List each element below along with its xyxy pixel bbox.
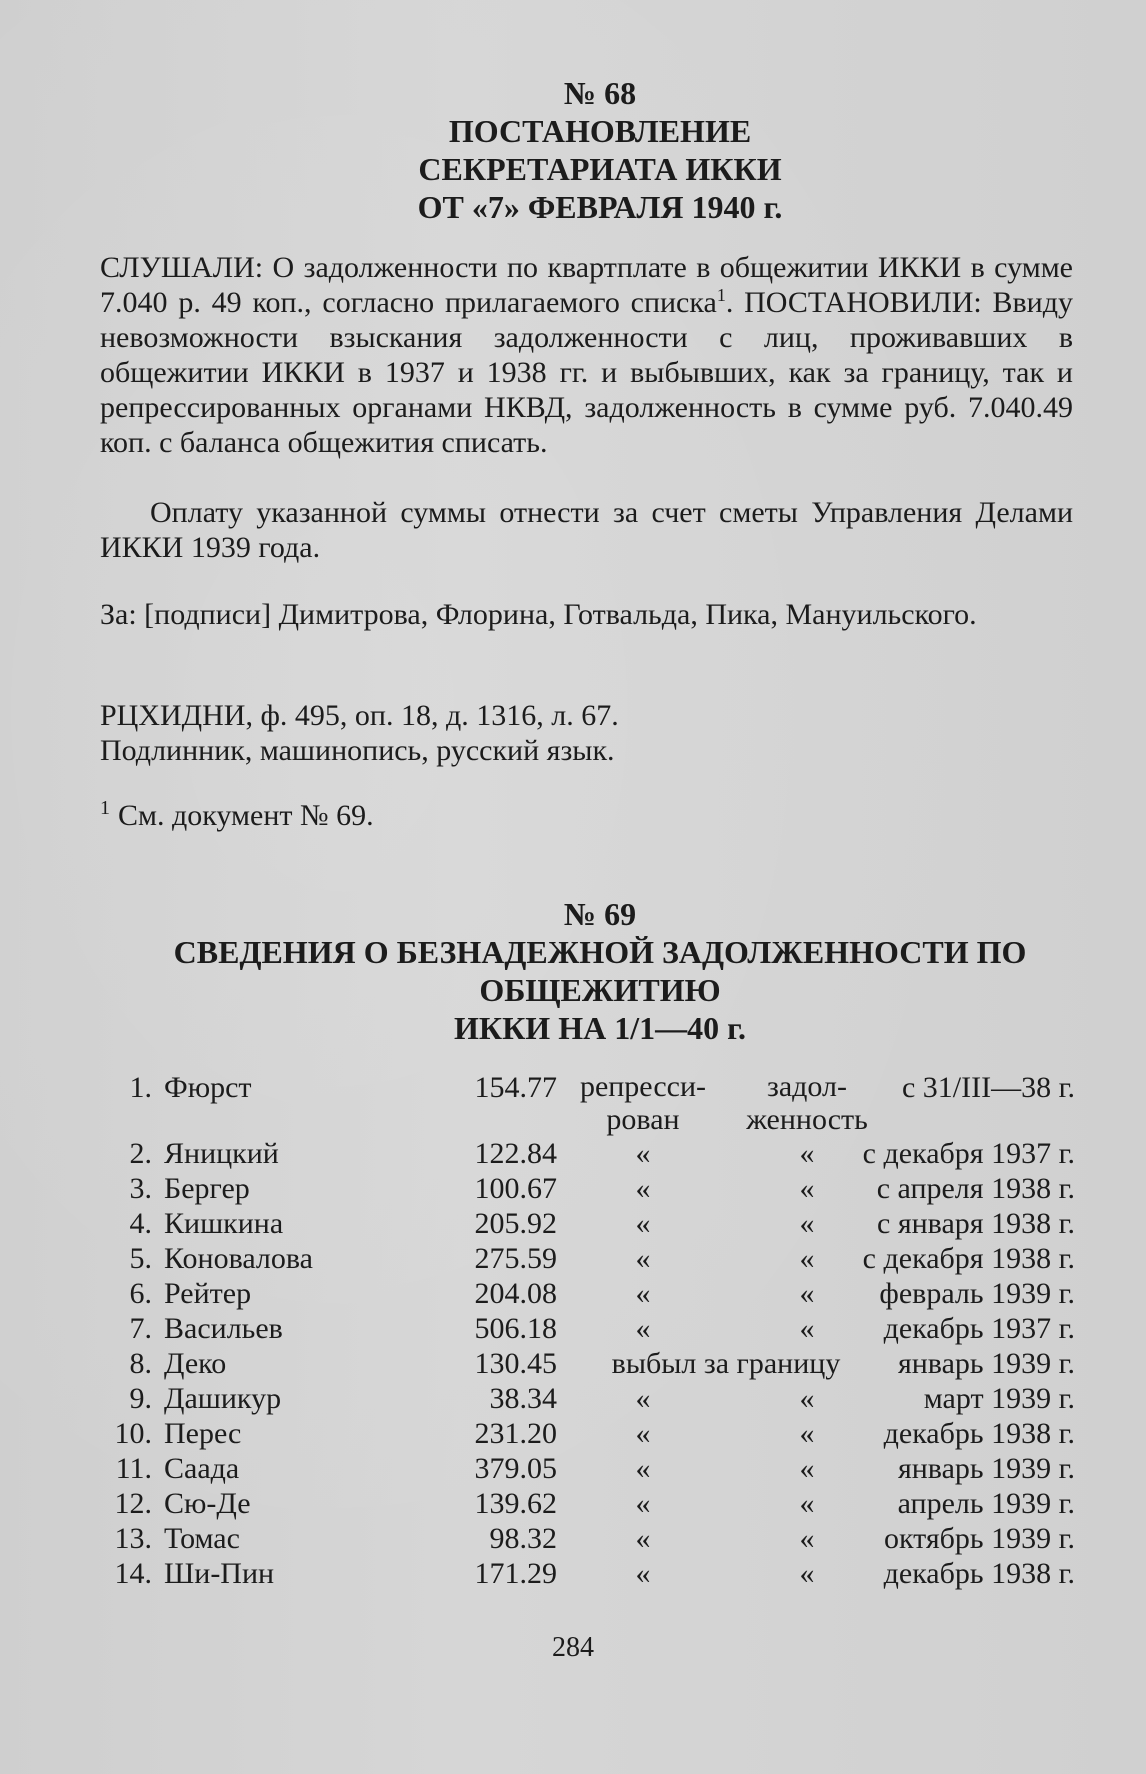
- status-line2: рован: [606, 1103, 680, 1136]
- table-row: [100, 1346, 1075, 1381]
- doc68-title-line3: ОТ «7» ФЕВРАЛЯ 1940 г.: [417, 189, 783, 225]
- table-row: [100, 1521, 1075, 1556]
- debt-amount: 98.32: [489, 1522, 557, 1555]
- ditto-mark: «: [635, 1557, 651, 1590]
- debt-amount: 100.67: [474, 1172, 557, 1205]
- debt-table: [100, 1070, 1075, 1591]
- doc68-heading: [100, 74, 1100, 226]
- footnote-ref: 1: [716, 285, 726, 305]
- table-row: [100, 1381, 1075, 1416]
- ditto-mark: «: [799, 1312, 815, 1345]
- page-number: 284: [552, 1632, 594, 1663]
- status-cell: [562, 1070, 724, 1136]
- person-name: Кишкина: [164, 1207, 284, 1240]
- person-name: Васильев: [164, 1312, 283, 1345]
- person-name: Перес: [164, 1417, 242, 1450]
- person-name: Томас: [164, 1522, 240, 1555]
- ditto-mark: «: [799, 1487, 815, 1520]
- since-date: декабрь 1938 г.: [883, 1557, 1075, 1590]
- debt-amount: 506.18: [474, 1312, 557, 1345]
- doc68-signatures: За: [подписи] Димитрова, Флорина, Готвальда, Пика, Мануильского.: [100, 598, 977, 631]
- table-row: [100, 1206, 1075, 1241]
- doc69-title-line2: ОБЩЕЖИТИЮ: [479, 972, 721, 1008]
- debt-amount: 154.77: [474, 1071, 557, 1104]
- ditto-mark: «: [799, 1417, 815, 1450]
- since-date: с декабря 1938 г.: [862, 1242, 1075, 1275]
- debt-amount: 204.08: [474, 1277, 557, 1310]
- ditto-mark: «: [635, 1452, 651, 1485]
- person-name: Дашикур: [164, 1382, 282, 1415]
- doc68-original: Подлинник, машинопись, русский язык.: [100, 734, 615, 767]
- status-note: выбыл за границу: [611, 1347, 841, 1380]
- row-number: 4.: [129, 1207, 152, 1240]
- person-name: Бергер: [164, 1172, 250, 1205]
- table-row: [100, 1070, 1075, 1136]
- doc68-source: [100, 698, 1073, 768]
- debt-amount: 231.20: [474, 1417, 557, 1450]
- row-number: 8.: [129, 1347, 152, 1380]
- row-number: 13.: [114, 1522, 152, 1555]
- status-line1: репресси-: [579, 1070, 707, 1103]
- ditto-mark: «: [799, 1172, 815, 1205]
- doc68-payment: Оплату указанной суммы отнести за счет сметы Управления Делами ИККИ 1939 года.: [100, 496, 1073, 564]
- row-number: 7.: [129, 1312, 152, 1345]
- table-row: [100, 1556, 1075, 1591]
- row-number: 11.: [115, 1452, 152, 1485]
- ditto-mark: «: [799, 1557, 815, 1590]
- ditto-mark: «: [799, 1137, 815, 1170]
- ditto-mark: «: [799, 1522, 815, 1555]
- ditto-mark: «: [635, 1417, 651, 1450]
- ditto-mark: «: [635, 1487, 651, 1520]
- table-row: [100, 1276, 1075, 1311]
- row-number: 10.: [114, 1417, 152, 1450]
- since-date: с апреля 1938 г.: [876, 1172, 1075, 1205]
- person-name: Яницкий: [164, 1137, 279, 1170]
- debt-amount: 130.45: [474, 1347, 557, 1380]
- table-row: [100, 1451, 1075, 1486]
- doc68-title-line1: ПОСТАНОВЛЕНИЕ: [448, 113, 752, 149]
- person-name: Деко: [164, 1347, 227, 1380]
- person-name: Ши-Пин: [164, 1557, 275, 1590]
- ditto-mark: «: [799, 1452, 815, 1485]
- table-row: [100, 1171, 1075, 1206]
- doc68-resolved: ПОСТАНОВИЛИ: Ввиду невозможности взыскания задолженности с лиц, проживавших в общежитии ИККИ в 1937 и 1938 гг. и выбывших, как за границу, так и репрессированных органами НКВД, задолженность в сумме руб. 7.040.49 коп. с баланса общежития списать.: [100, 286, 1074, 459]
- doc69-title-line3: ИККИ НА 1/1—40 г.: [454, 1010, 746, 1046]
- ditto-mark: «: [635, 1172, 651, 1205]
- debt-amount: 379.05: [474, 1452, 557, 1485]
- since-date: март 1939 г.: [923, 1382, 1075, 1415]
- since-date: октябрь 1939 г.: [883, 1522, 1075, 1555]
- doc68-heard: СЛУШАЛИ: О задолженности по квартплате в общежитии ИККИ в сумме 7.040 р. 49 коп., согласно прилагаемого списка: [100, 251, 1073, 319]
- ditto-mark: «: [635, 1207, 651, 1240]
- row-number: 14.: [114, 1557, 152, 1590]
- ditto-mark: «: [799, 1207, 815, 1240]
- doc68-body: СЛУШАЛИ: О задолженности по квартплате в общежитии ИККИ в сумме 7.040 р. 49 коп., согласно прилагаемого списка$^1$. ПОСТАНОВИЛИ: Ввиду невозможности взыскания задолженности с лиц, проживавших в общежитии ИККИ в 1937 и 1938 гг. и выбывших, как за границу, так и репрессированных органами НКВД, задолженность в сумме руб. 7.040.49 коп. с баланса общежития списать.: [100, 251, 1074, 459]
- since-date: декабрь 1938 г.: [883, 1417, 1075, 1450]
- doc69-heading: [100, 895, 1100, 1047]
- table-row: [100, 1136, 1075, 1171]
- since-date: февраль 1939 г.: [879, 1277, 1075, 1310]
- debt-amount: 275.59: [474, 1242, 557, 1275]
- footnote-text: См. документ № 69.: [118, 799, 374, 832]
- table-row: [100, 1241, 1075, 1276]
- person-name: Сю-Де: [164, 1487, 251, 1520]
- table-row: [100, 1311, 1075, 1346]
- ditto-mark: «: [635, 1137, 651, 1170]
- ditto-mark: «: [799, 1277, 815, 1310]
- note-line2: женность: [746, 1103, 868, 1136]
- doc68-title-line2: СЕКРЕТАРИАТА ИККИ: [418, 151, 782, 187]
- row-number: 6.: [129, 1277, 152, 1310]
- row-number: 2.: [129, 1137, 152, 1170]
- row-number: 3.: [129, 1172, 152, 1205]
- since-date: с 31/III—38 г.: [901, 1071, 1075, 1104]
- doc68-number: № 68: [563, 75, 637, 111]
- person-name: Рейтер: [164, 1277, 252, 1310]
- person-name: Саада: [164, 1452, 240, 1485]
- since-date: декабрь 1937 г.: [883, 1312, 1075, 1345]
- note-line1: задол-: [767, 1070, 847, 1103]
- doc69-title-line1: СВЕДЕНИЯ О БЕЗНАДЕЖНОЙ ЗАДОЛЖЕННОСТИ ПО: [173, 934, 1027, 970]
- since-date: с декабря 1937 г.: [862, 1137, 1075, 1170]
- ditto-mark: «: [635, 1312, 651, 1345]
- since-date: апрель 1939 г.: [897, 1487, 1075, 1520]
- doc68-footnote: [100, 798, 1073, 833]
- debt-amount: 171.29: [474, 1557, 557, 1590]
- ditto-mark: «: [799, 1382, 815, 1415]
- debt-amount: 38.34: [489, 1382, 557, 1415]
- since-date: январь 1939 г.: [897, 1452, 1075, 1485]
- ditto-mark: «: [635, 1242, 651, 1275]
- person-name: Фюрст: [164, 1071, 252, 1104]
- debt-amount: 205.92: [474, 1207, 557, 1240]
- ditto-mark: «: [635, 1522, 651, 1555]
- debt-amount: 139.62: [474, 1487, 557, 1520]
- row-number: 9.: [129, 1382, 152, 1415]
- person-name: Коновалова: [164, 1242, 313, 1275]
- doc69-number: № 69: [563, 896, 637, 932]
- ditto-mark: «: [635, 1277, 651, 1310]
- row-number: 1.: [129, 1071, 152, 1104]
- ditto-mark: «: [635, 1382, 651, 1415]
- since-date: с января 1938 г.: [877, 1207, 1075, 1240]
- table-row: [100, 1416, 1075, 1451]
- row-number: 5.: [129, 1242, 152, 1275]
- row-number: 12.: [114, 1487, 152, 1520]
- debt-amount: 122.84: [474, 1137, 557, 1170]
- ditto-mark: «: [799, 1242, 815, 1275]
- table-row: [100, 1486, 1075, 1521]
- since-date: январь 1939 г.: [897, 1347, 1075, 1380]
- doc68-archive: РЦХИДНИ, ф. 495, оп. 18, д. 1316, л. 67.: [100, 699, 619, 732]
- footnote-mark: 1: [100, 797, 110, 819]
